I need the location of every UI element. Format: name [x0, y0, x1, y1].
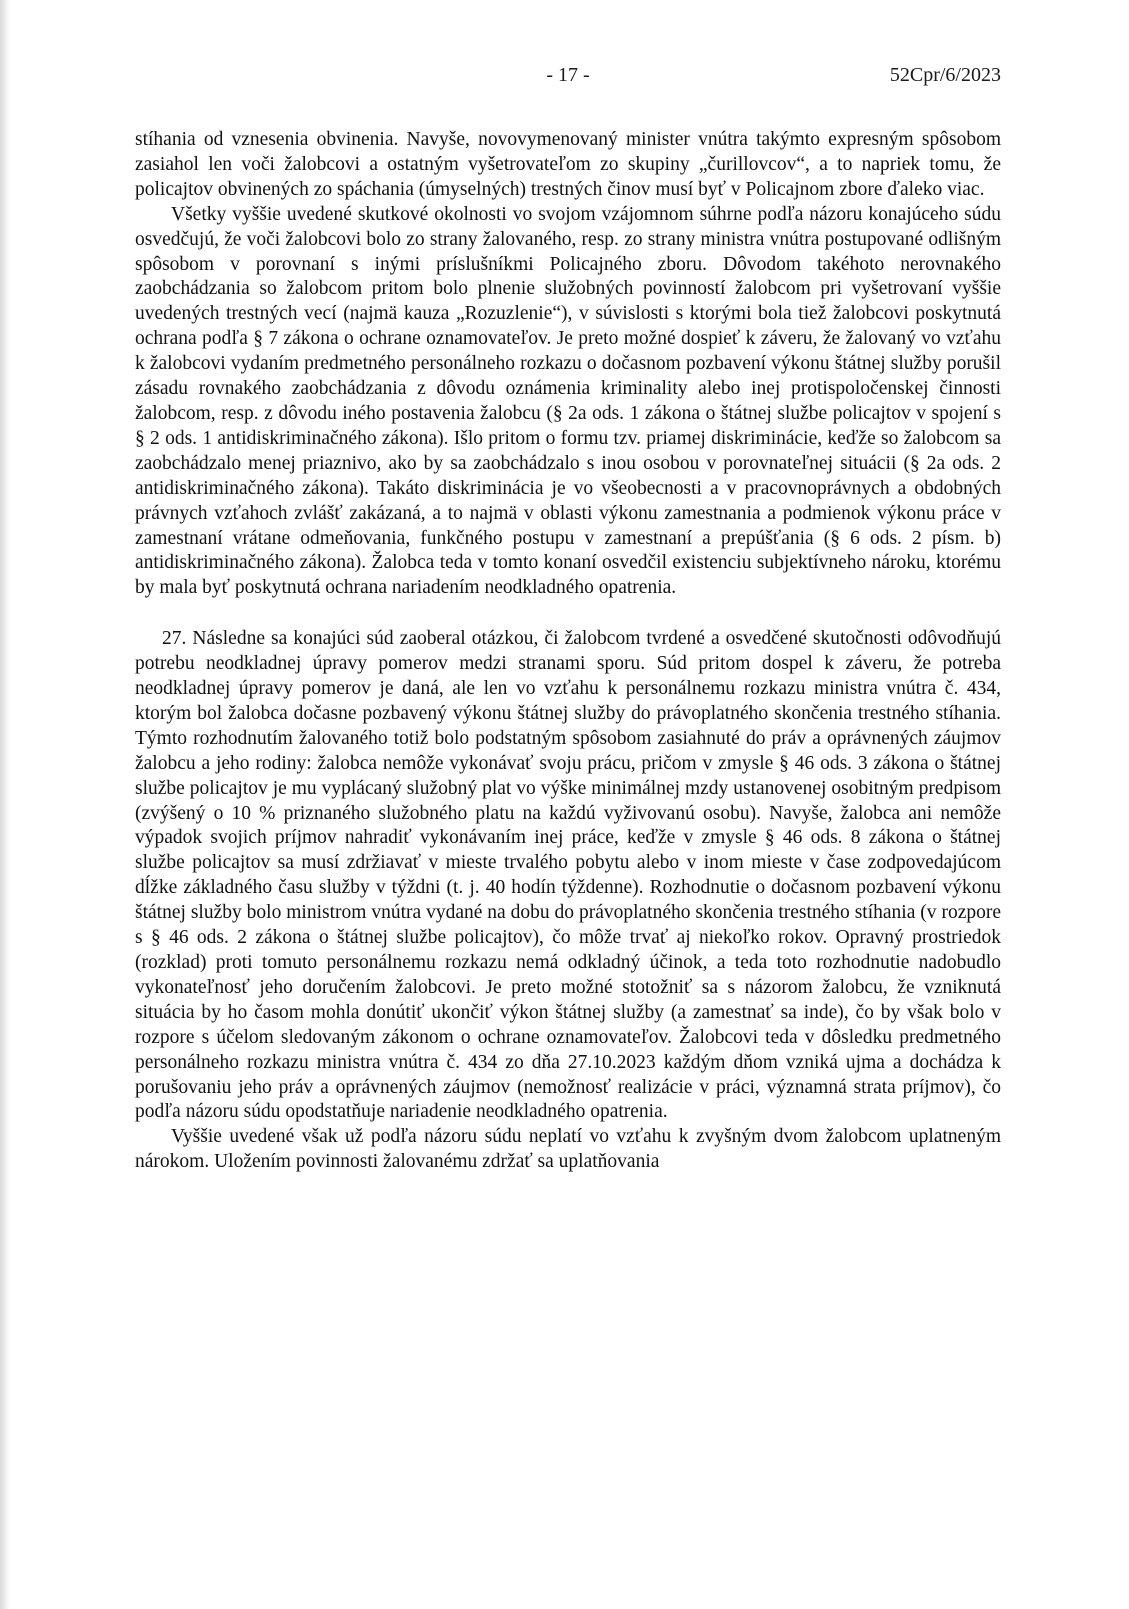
page-header — [135, 64, 1001, 94]
page-number: - 17 - — [546, 64, 590, 86]
paragraph-spacer — [135, 601, 1001, 627]
paragraph-conclusion: Všetky vyššie uvedené skutkové okolnosti vo svojom vzájomnom súhrne podľa názoru konajúceho súdu osvedčujú, že voči žalobcovi bolo zo strany žalovaného, resp. zo strany ministra vnútra postupované odlišným spôsobom v porovnaní s inými príslušníkmi Policajného zboru. Dôvodom takéhoto nerovnakého zaobchádzania so žalobcom pritom bolo plnenie služobných povinností žalobcom pri vyšetrovaní vyššie uvedených trestných vecí (najmä kauza „Rozuzlenie“), v súvislosti s ktorými bola tiež žalobcovi poskytnutá ochrana podľa § 7 zákona o ochrane oznamovateľov. Je preto možné dospieť k záveru, že žalovaný vo vzťahu k žalobcovi vydaním predmetného personálneho rozkazu o dočasnom pozbavení výkonu štátnej služby porušil zásadu rovnakého zaobchádzania z dôvodu oznámenia kriminality alebo inej protispoločenskej činnosti žalobcom, resp. z dôvodu iného postavenia žalobcu (§ 2a ods. 1 zákona o štátnej službe policajtov v spojení s § 2 ods. 1 antidiskriminačného zákona). Išlo pritom o formu tzv. priamej diskriminácie, keďže so žalobcom sa zaobchádzalo menej priaznivo, ako by sa zaobchádzalo s inou osobou v porovnateľnej situácii (§ 2a ods. 2 antidiskriminačného zákona). Takáto diskriminácia je vo všeobecnosti a v pracovnoprávnych a obdobných právnych vzťahoch zvlášť zakázaná, a to najmä v oblasti výkonu zamestnania a podmienok výkonu práce v zamestnaní vrátane odmeňovania, funkčného postupu v zamestnaní a prepúšťania (§ 6 ods. 2 písm. b) antidiskriminačného zákona). Žalobca teda v tomto konaní osvedčil existenciu subjektívneho nároku, ktorému by mala byť poskytnutá ochrana nariadením neodkladného opatrenia. — [135, 203, 1001, 599]
file-reference: 52Cpr/6/2023 — [889, 64, 1001, 86]
page-edge-shadow — [0, 0, 10, 1609]
paragraph-continuation: stíhania od vznesenia obvinenia. Navyše, novovymenovaný minister vnútra takýmto expresným spôsobom zasiahol len voči žalobcovi a ostatným vyšetrovateľom zo skupiny „čurillovcov“, a to napriek tomu, že policajtov obvinených zo spáchania (úmyselných) trestných činov musí byť v Policajnom zbore ďaleko viac. — [135, 129, 1001, 200]
document-body — [135, 128, 1001, 1175]
paragraph-remaining-claims: Vyššie uvedené však už podľa názoru súdu neplatí vo vzťahu k zvyšným dvom žalobcom uplatneným nárokom. Uložením povinnosti žalovanému zdržať sa uplatňovania — [135, 1126, 1001, 1173]
paragraph-27: 27. Následne sa konajúci súd zaoberal otázkou, či žalobcom tvrdené a osvedčené skutočnosti odôvodňujú potrebu neodkladnej úpravy pomerov medzi stranami sporu. Súd pritom dospel k záveru, že potreba neodkladnej úpravy pomerov je daná, ale len vo vzťahu k personálnemu rozkazu ministra vnútra č. 434, ktorým bol žalobca dočasne pozbavený výkonu štátnej služby do právoplatného skončenia trestného stíhania. Týmto rozhodnutím žalovaného totiž bolo podstatným spôsobom zasiahnuté do práv a oprávnených záujmov žalobcu a jeho rodiny: žalobca nemôže vykonávať svoju prácu, pričom v zmysle § 46 ods. 3 zákona o štátnej službe policajtov je mu vyplácaný služobný plat vo výške minimálnej mzdy ustanovenej osobitným predpisom (zvýšený o 10 % priznaného služobného platu na každú vyživovanú osobu). Navyše, žalobca ani nemôže výpadok svojich príjmov nahradiť vykonávaním inej práce, keďže v zmysle § 46 ods. 8 zákona o štátnej službe policajtov sa musí zdržiavať v mieste trvalého pobytu alebo v inom mieste v čase zodpovedajúcom dĺžke základného času služby v týždni (t. j. 40 hodín týždenne). Rozhodnutie o dočasnom pozbavení výkonu štátnej služby bolo ministrom vnútra vydané na dobu do právoplatného skončenia trestného stíhania (v rozpore s § 46 ods. 2 zákona o štátnej službe policajtov), čo môže trvať aj niekoľko rokov. Opravný prostriedok (rozklad) proti tomuto personálnemu rozkazu nemá odkladný účinok, a teda toto rozhodnutie nadobudlo vykonateľnosť jeho doručením žalobcovi. Je preto možné stotožniť sa s názorom žalobcu, že vzniknutá situácia by ho časom mohla donútiť ukončiť výkon štátnej služby (a zamestnať sa inde), čo by však bolo v rozpore s účelom sledovaným zákonom o ochrane oznamovateľov. Žalobcovi teda v dôsledku predmetného personálneho rozkazu ministra vnútra č. 434 zo dňa 27.10.2023 každým dňom vzniká ujma a dochádza k porušovaniu jeho práv a oprávnených záujmov (nemožnosť realizácie v práci, významná strata príjmov), čo podľa názoru súdu opodstatňuje nariadenie neodkladného opatrenia. — [135, 628, 1001, 1123]
